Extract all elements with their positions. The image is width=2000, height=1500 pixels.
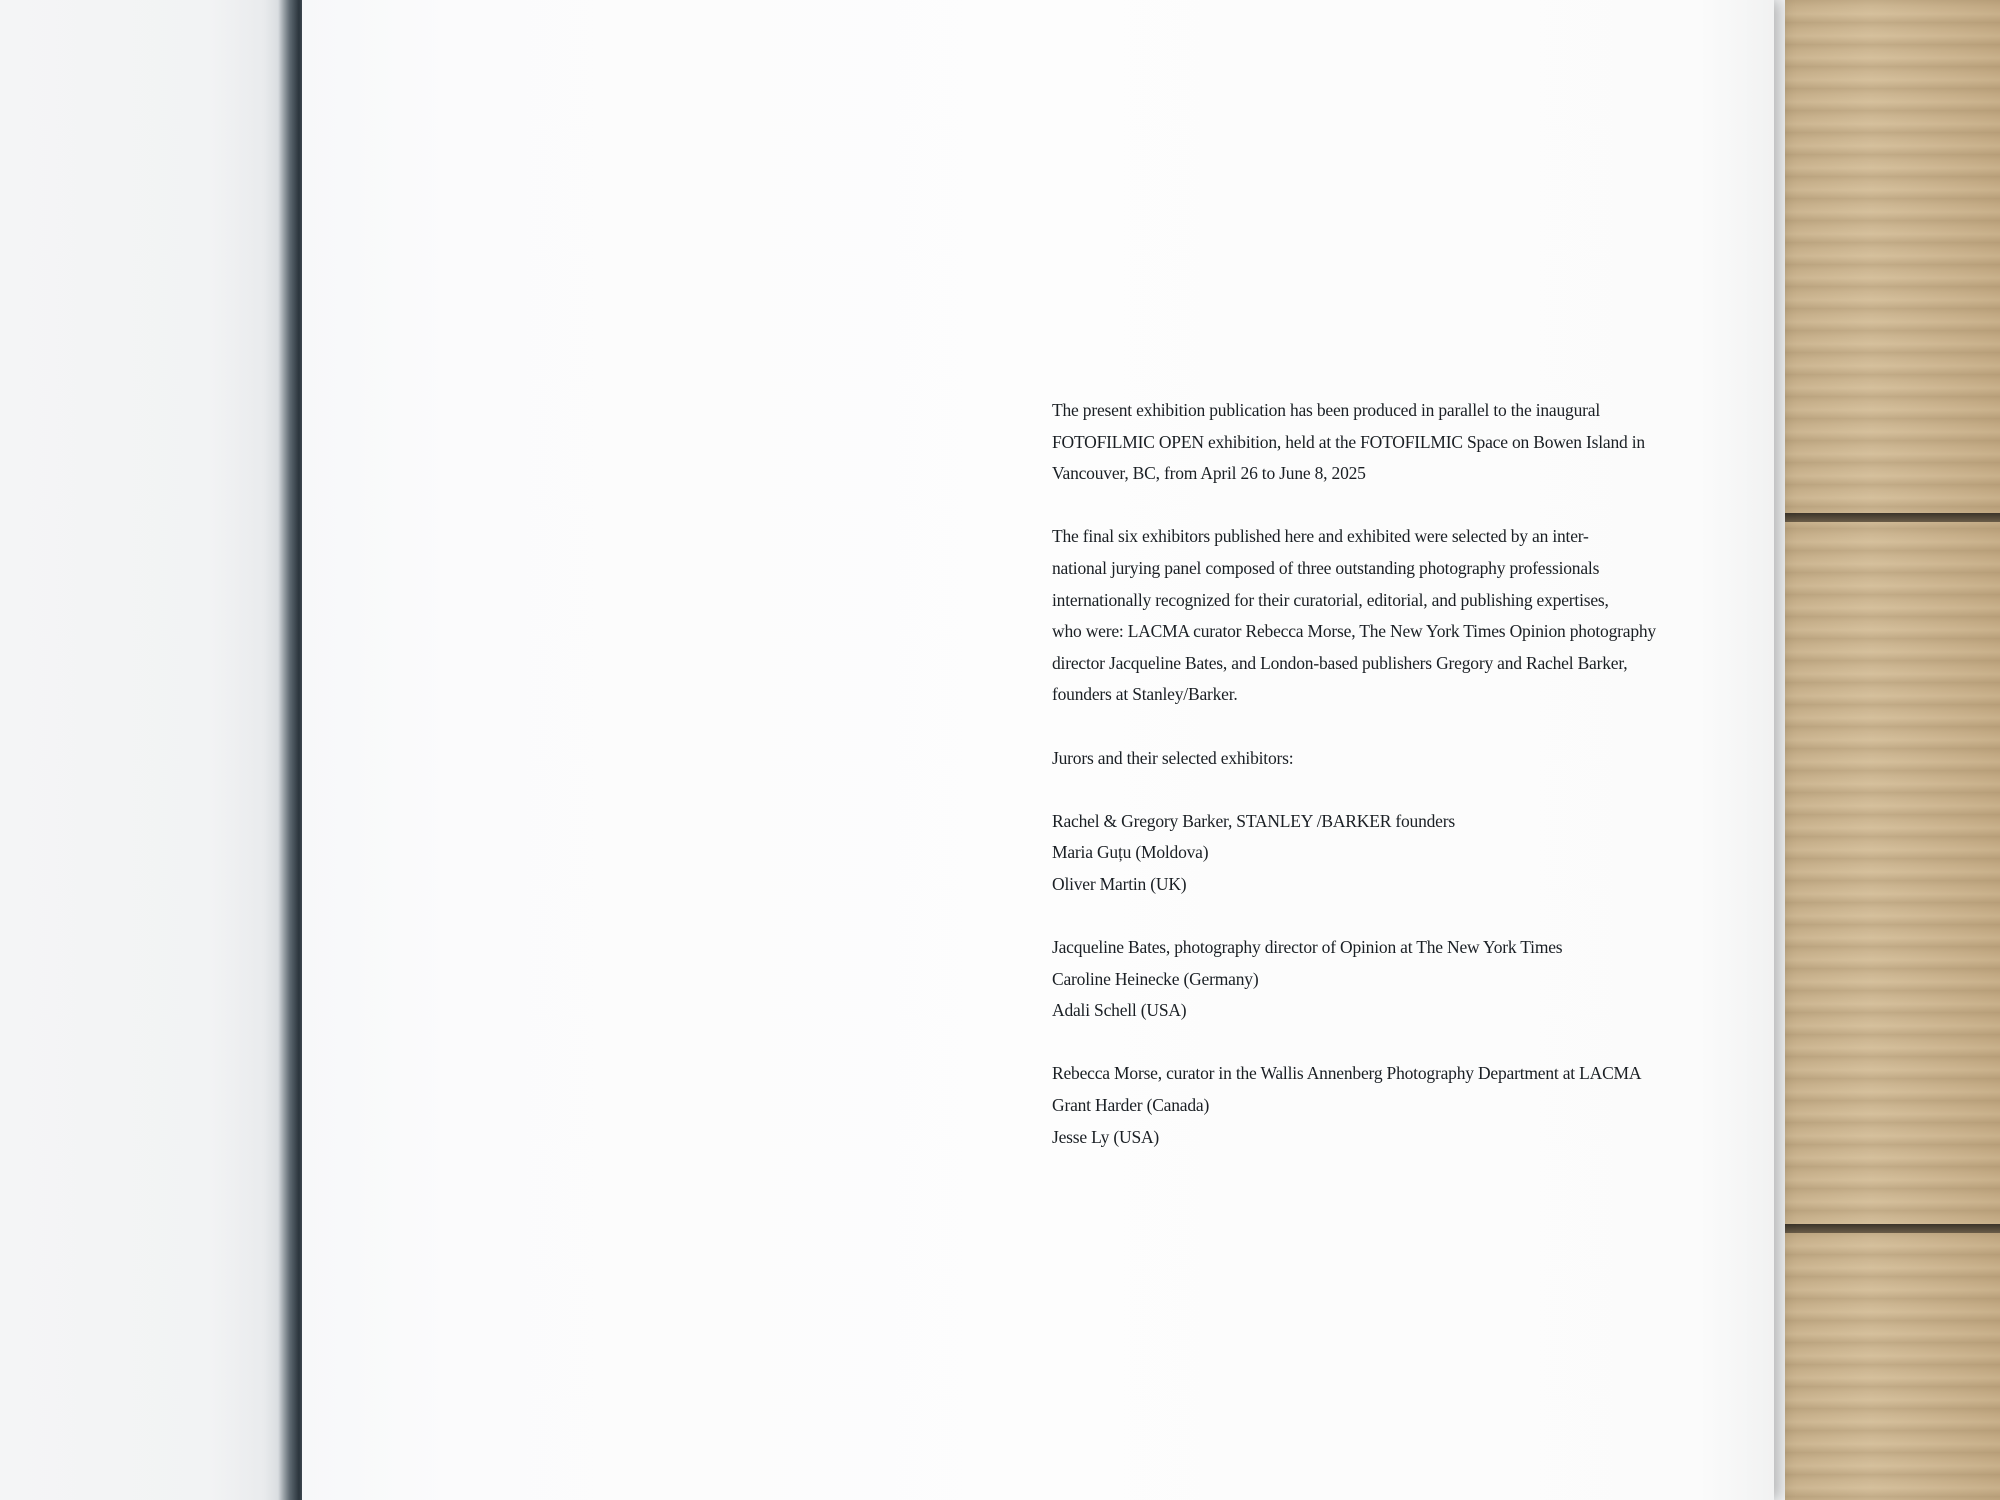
- text-line: founders at Stanley/Barker.: [1052, 684, 1238, 705]
- exhibitor-name: Maria Guțu (Moldova): [1052, 842, 1209, 863]
- juror-name: Rachel & Gregory Barker, STANLEY /BARKER founders: [1052, 810, 1455, 831]
- exhibitor-name: Grant Harder (Canada): [1052, 1095, 1210, 1116]
- juror-name: Rebecca Morse, curator in the Wallis Annenberg Photography Department at LACMA: [1052, 1063, 1642, 1084]
- juror-name: Jacqueline Bates, photography director of Opinion at The New York Times: [1052, 937, 1563, 958]
- exhibitor-name: Adali Schell (USA): [1052, 1000, 1187, 1021]
- colophon-text: [1052, 395, 1656, 1185]
- text-line: internationally recognized for their curatorial, editorial, and publishing expertises,: [1052, 589, 1609, 610]
- left-page: [0, 0, 300, 1500]
- exhibitor-name: Oliver Martin (UK): [1052, 873, 1187, 894]
- juror-group: [1052, 806, 1612, 901]
- wooden-table: [1785, 0, 2000, 1500]
- text-line: Vancouver, BC, from April 26 to June 8, 2025: [1052, 463, 1366, 484]
- book-page: [302, 0, 1774, 1500]
- text-line: The final six exhibitors published here and exhibited were selected by an inter-: [1052, 526, 1589, 547]
- text-line: director Jacqueline Bates, and London-based publishers Gregory and Rachel Barker,: [1052, 652, 1628, 673]
- text-line: who were: LACMA curator Rebecca Morse, The New York Times Opinion photography: [1052, 621, 1656, 642]
- juror-group: [1052, 932, 1612, 1027]
- plank-gap: [1785, 513, 2000, 522]
- exhibitor-name: Caroline Heinecke (Germany): [1052, 968, 1259, 989]
- plank-gap: [1785, 1224, 2000, 1233]
- jury-paragraph: [1052, 521, 1656, 711]
- jurors-heading: Jurors and their selected exhibitors:: [1052, 747, 1294, 768]
- exhibitor-name: Jesse Ly (USA): [1052, 1126, 1160, 1147]
- juror-group: [1052, 1058, 1642, 1153]
- text-line: FOTOFILMIC OPEN exhibition, held at the FOTOFILMIC Space on Bowen Island in: [1052, 431, 1645, 452]
- intro-paragraph: [1052, 395, 1645, 490]
- text-line: national jurying panel composed of three outstanding photography professionals: [1052, 557, 1600, 578]
- text-line: The present exhibition publication has been produced in parallel to the inaugural: [1052, 400, 1600, 420]
